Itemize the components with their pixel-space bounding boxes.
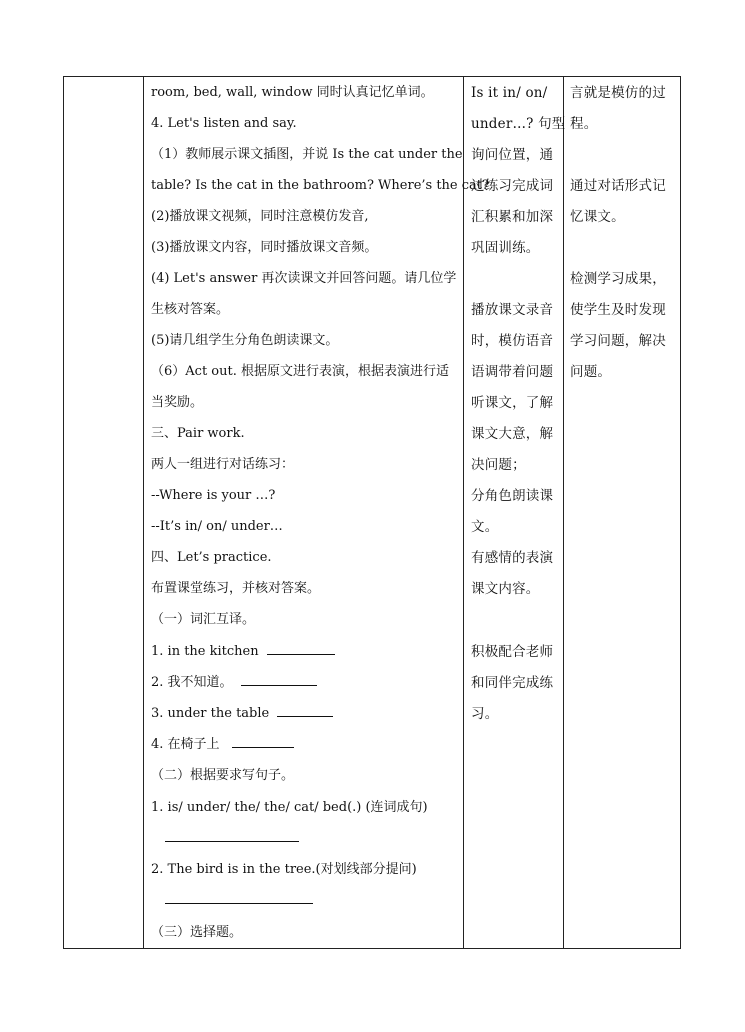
exercise-item (151, 704, 333, 724)
teaching-process-column (144, 77, 489, 948)
left-empty-column (64, 77, 144, 948)
student-line: 语调带着问题 (471, 364, 554, 380)
purpose-line: 使学生及时发现 (570, 302, 666, 318)
student-line: 听课文，了解 (471, 395, 554, 411)
teaching-line: （三）选择题。 (151, 925, 243, 940)
purpose-line: 问题。 (570, 364, 612, 380)
student-line: under…? 句型 (471, 116, 566, 132)
teaching-line: 当奖励。 (151, 395, 204, 410)
teaching-line: (3)播放课文内容，同时播放课文音频。 (151, 240, 378, 255)
teaching-line: （二）根据要求写句子。 (151, 768, 295, 783)
student-line: 巩固训练。 (471, 240, 540, 256)
teaching-line: --Where is your …? (151, 488, 276, 503)
purpose-line: 学习问题，解决 (570, 333, 666, 349)
student-line: 课文内容。 (471, 581, 540, 597)
student-line: 询问位置，通 (471, 147, 554, 163)
student-line: 有感情的表演 (471, 550, 554, 566)
answer-blank (241, 673, 317, 686)
teaching-line: （1）教师展示课文插图，并说 Is the cat under the (151, 147, 463, 162)
exercise-text: 4. 在椅子上 (151, 737, 220, 752)
answer-blank (165, 891, 313, 904)
exercise-text: 1. in the kitchen (151, 644, 259, 659)
exercise-item (151, 735, 294, 755)
teaching-line: table? Is the cat in the bathroom? Where’s the cat? (151, 178, 489, 193)
answer-line (151, 829, 299, 849)
exercise-text: 3. under the table (151, 706, 270, 721)
answer-blank (165, 829, 299, 842)
student-line: 文。 (471, 519, 499, 535)
design-purpose-column (564, 77, 681, 948)
teaching-line: --It’s in/ on/ under… (151, 519, 283, 534)
teaching-line: (2)播放课文视频，同时注意模仿发音, (151, 209, 369, 224)
student-line: 时，模仿语音 (471, 333, 554, 349)
teaching-line: 四、Let’s practice. (151, 550, 272, 565)
exercise-item (151, 642, 335, 662)
teaching-line: (5)请几组学生分角色朗读课文。 (151, 333, 339, 348)
student-line: 课文大意，解 (471, 426, 554, 442)
teaching-line: 生核对答案。 (151, 302, 230, 317)
teaching-line: room, bed, wall, window 同时认真记忆单词。 (151, 85, 434, 100)
teaching-line: 三、Pair work. (151, 426, 245, 441)
purpose-line: 程。 (570, 116, 598, 132)
student-line: 积极配合老师 (471, 644, 554, 660)
teaching-line: 1. is/ under/ the/ the/ cat/ bed(.) (连词成句) (151, 800, 428, 815)
student-line: 决问题； (471, 457, 526, 473)
teaching-line: 两人一组进行对话练习： (151, 457, 295, 472)
student-line: 分角色朗读课 (471, 488, 554, 504)
answer-blank (267, 642, 335, 655)
student-line: Is it in/ on/ (471, 85, 548, 101)
teaching-line: （一）词汇互译。 (151, 612, 256, 627)
teaching-line: (4) Let's answer 再次读课文并回答问题。请几位学 (151, 271, 457, 286)
teaching-line: 2. The bird is in the tree.(对划线部分提问) (151, 862, 417, 877)
student-line: 习。 (471, 706, 499, 722)
student-line: 过练习完成词 (471, 178, 554, 194)
answer-blank (232, 735, 294, 748)
purpose-line: 通过对话形式记 (570, 178, 666, 194)
teaching-line: 布置课堂练习，并核对答案。 (151, 581, 321, 596)
teaching-line: 4. Let's listen and say. (151, 116, 297, 131)
purpose-line: 检测学习成果， (570, 271, 666, 287)
exercise-text: 2. 我不知道。 (151, 675, 233, 690)
teaching-line: （6）Act out. 根据原文进行表演，根据表演进行适 (151, 364, 449, 379)
student-line: 汇积累和加深 (471, 209, 554, 225)
answer-blank (277, 704, 333, 717)
answer-line (151, 891, 313, 911)
purpose-line: 言就是模仿的过 (570, 85, 666, 101)
student-line: 和同伴完成练 (471, 675, 554, 691)
student-line: 播放课文录音 (471, 302, 554, 318)
lesson-plan-table (63, 76, 681, 949)
purpose-line: 忆课文。 (570, 209, 625, 225)
student-activity-column (464, 77, 564, 948)
exercise-item (151, 673, 317, 693)
